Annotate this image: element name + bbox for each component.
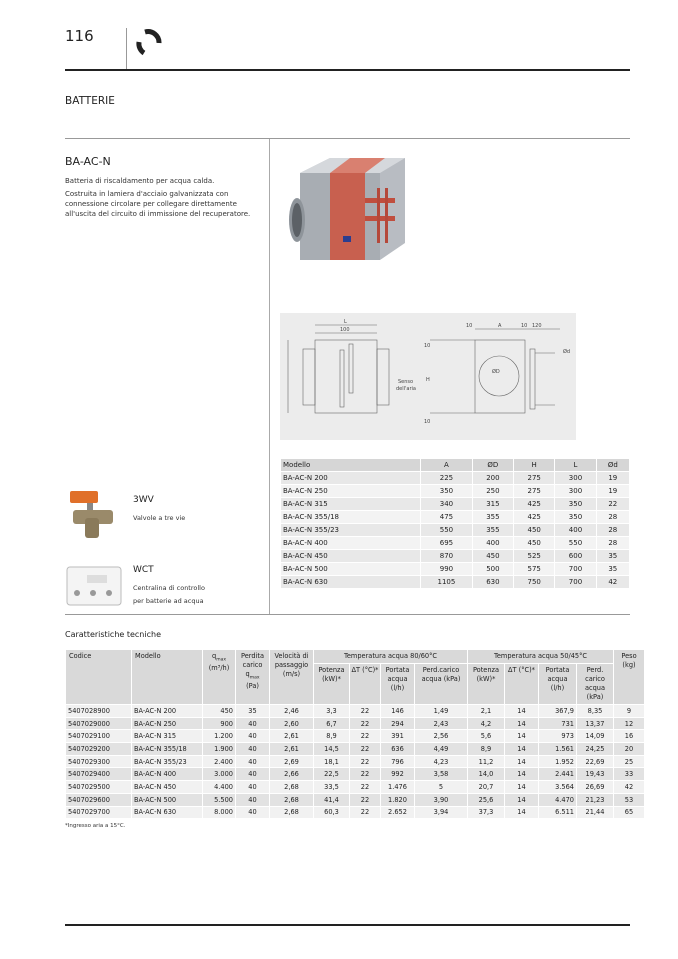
table-row bbox=[66, 781, 644, 793]
table-cell: 14,09 bbox=[577, 730, 613, 742]
table-cell: 8,9 bbox=[314, 730, 349, 742]
table-cell: 28 bbox=[597, 524, 629, 536]
table-cell: 695 bbox=[421, 537, 472, 549]
table-cell: 425 bbox=[514, 498, 554, 510]
table-cell: 35 bbox=[597, 563, 629, 575]
table-cell: 41,4 bbox=[314, 794, 349, 806]
table-cell: 5407029300 bbox=[66, 756, 131, 768]
table-cell: 24,25 bbox=[577, 743, 613, 755]
table-cell: 2,61 bbox=[270, 743, 313, 755]
table-cell: 636 bbox=[381, 743, 414, 755]
table-row bbox=[66, 718, 644, 730]
label: Velocità di passaggio bbox=[274, 652, 309, 669]
table-cell: 25,6 bbox=[468, 794, 504, 806]
product-description bbox=[65, 176, 265, 222]
table-cell: 450 bbox=[203, 705, 235, 717]
table-cell: 14 bbox=[505, 756, 538, 768]
table-cell: 6.511 bbox=[539, 807, 576, 819]
col-header: Modello bbox=[132, 650, 202, 704]
table-cell: 40 bbox=[236, 756, 269, 768]
table-cell: 550 bbox=[555, 537, 595, 549]
table-cell: 35 bbox=[236, 705, 269, 717]
table-cell: 315 bbox=[473, 498, 513, 510]
table-cell: 350 bbox=[555, 498, 595, 510]
table-cell: 19,43 bbox=[577, 768, 613, 780]
table-cell: 525 bbox=[514, 550, 554, 562]
table-row bbox=[66, 743, 644, 755]
col-header: Ød bbox=[597, 459, 629, 471]
table-cell: 1.476 bbox=[381, 781, 414, 793]
table-row bbox=[281, 511, 629, 523]
col-header: Potenza (kW)* bbox=[314, 664, 349, 704]
table-cell: 992 bbox=[381, 768, 414, 780]
table-cell: 8,9 bbox=[468, 743, 504, 755]
table-cell: 21,23 bbox=[577, 794, 613, 806]
col-header: Perd. carico acqua (kPa) bbox=[577, 664, 613, 704]
table-cell: 28 bbox=[597, 511, 629, 523]
dim-label: H bbox=[426, 377, 430, 383]
table-cell: 40 bbox=[236, 730, 269, 742]
table-cell: 750 bbox=[514, 576, 554, 588]
table-cell: 42 bbox=[614, 781, 644, 793]
table-cell: 1105 bbox=[421, 576, 472, 588]
valve-photo bbox=[65, 488, 120, 540]
table-cell: BA-AC-N 450 bbox=[281, 550, 420, 562]
accessory-description: Valvole a tre vie bbox=[133, 514, 186, 522]
table-cell: 14 bbox=[505, 705, 538, 717]
table-cell: 22,69 bbox=[577, 756, 613, 768]
table-cell: 40 bbox=[236, 781, 269, 793]
table-cell: BA-AC-N 400 bbox=[281, 537, 420, 549]
table-cell: 294 bbox=[381, 718, 414, 730]
table-row bbox=[281, 524, 629, 536]
table-cell: BA-AC-N 355/23 bbox=[281, 524, 420, 536]
group-header: Temperatura acqua 50/45°C bbox=[468, 650, 613, 663]
table-cell: 796 bbox=[381, 756, 414, 768]
table-cell: 40 bbox=[236, 794, 269, 806]
q-subscript: max bbox=[249, 675, 260, 681]
table-cell: 11,2 bbox=[468, 756, 504, 768]
table-cell: 22 bbox=[350, 743, 380, 755]
table-cell: 2.441 bbox=[539, 768, 576, 780]
accessory-description: per batterie ad acqua bbox=[133, 597, 204, 605]
table-cell: 5407029400 bbox=[66, 768, 131, 780]
divider bbox=[65, 69, 630, 71]
table-cell: 450 bbox=[514, 537, 554, 549]
table-cell: BA-AC-N 355/18 bbox=[132, 743, 202, 755]
table-cell: 3.000 bbox=[203, 768, 235, 780]
table-cell: 3,90 bbox=[415, 794, 467, 806]
table-row bbox=[66, 807, 644, 819]
table-cell: 22 bbox=[350, 768, 380, 780]
table-cell: 575 bbox=[514, 563, 554, 575]
table-cell: 4,49 bbox=[415, 743, 467, 755]
dim-label: 10 bbox=[466, 323, 473, 329]
table-cell: 1.952 bbox=[539, 756, 576, 768]
table-cell: 1.561 bbox=[539, 743, 576, 755]
label: Peso bbox=[621, 652, 637, 660]
table-cell: 3,94 bbox=[415, 807, 467, 819]
table-cell: 225 bbox=[421, 472, 472, 484]
table-cell: 20,7 bbox=[468, 781, 504, 793]
table-cell: 731 bbox=[539, 718, 576, 730]
table-cell: 9 bbox=[614, 705, 644, 717]
q-symbol: q bbox=[212, 652, 217, 660]
table-cell: 3.564 bbox=[539, 781, 576, 793]
col-header: Modello bbox=[281, 459, 420, 471]
table-cell: 350 bbox=[555, 511, 595, 523]
table-cell: 900 bbox=[203, 718, 235, 730]
table-cell: 22 bbox=[597, 498, 629, 510]
table-cell: 13,37 bbox=[577, 718, 613, 730]
table-cell: 19 bbox=[597, 472, 629, 484]
table-cell: 40 bbox=[236, 718, 269, 730]
unit: (kg) bbox=[622, 661, 636, 669]
table-cell: 2,56 bbox=[415, 730, 467, 742]
table-cell: 14,0 bbox=[468, 768, 504, 780]
table-cell: 5407029000 bbox=[66, 718, 131, 730]
table-cell: 26,69 bbox=[577, 781, 613, 793]
col-header: Codice bbox=[66, 650, 131, 704]
table-cell: 40 bbox=[236, 768, 269, 780]
table-cell: 14 bbox=[505, 718, 538, 730]
table-cell: 19 bbox=[597, 485, 629, 497]
table-row bbox=[281, 485, 629, 497]
accessory-name: WCT bbox=[133, 565, 154, 575]
table-cell: 40 bbox=[236, 743, 269, 755]
divider bbox=[65, 924, 630, 926]
table-cell: BA-AC-N 450 bbox=[132, 781, 202, 793]
table-cell: 5407029500 bbox=[66, 781, 131, 793]
dim-label: L bbox=[344, 319, 347, 325]
unit: (m/s) bbox=[282, 670, 301, 678]
table-cell: 16 bbox=[614, 730, 644, 742]
dim-label: 100 bbox=[340, 327, 350, 333]
table-cell: 340 bbox=[421, 498, 472, 510]
table-cell: 250 bbox=[473, 485, 513, 497]
table-cell: 5407029200 bbox=[66, 743, 131, 755]
table-cell: 14,5 bbox=[314, 743, 349, 755]
table-cell: 53 bbox=[614, 794, 644, 806]
col-header: ΔT (°C)* bbox=[350, 664, 380, 704]
table-cell: 300 bbox=[555, 472, 595, 484]
divider bbox=[65, 614, 630, 615]
table-cell: 14 bbox=[505, 743, 538, 755]
table-cell: 2.652 bbox=[381, 807, 414, 819]
table-cell: BA-AC-N 250 bbox=[132, 718, 202, 730]
table-cell: 22 bbox=[350, 705, 380, 717]
unit: (m³/h) bbox=[208, 664, 230, 673]
table-cell: BA-AC-N 315 bbox=[132, 730, 202, 742]
table-row bbox=[66, 768, 644, 780]
table-cell: 475 bbox=[421, 511, 472, 523]
accessory-name: 3WV bbox=[133, 495, 154, 505]
table-cell: 355 bbox=[473, 524, 513, 536]
table-cell: BA-AC-N 630 bbox=[281, 576, 420, 588]
dim-label: Ød bbox=[563, 349, 571, 355]
table-cell: 146 bbox=[381, 705, 414, 717]
table-cell: BA-AC-N 355/18 bbox=[281, 511, 420, 523]
airflow-label: dell'aria bbox=[396, 386, 416, 392]
table-cell: 22 bbox=[350, 794, 380, 806]
table-cell: 5.500 bbox=[203, 794, 235, 806]
table-cell: 5407029100 bbox=[66, 730, 131, 742]
table-cell: 14 bbox=[505, 807, 538, 819]
table-cell: 4,2 bbox=[468, 718, 504, 730]
table-cell: 35 bbox=[597, 550, 629, 562]
dim-label: ØD bbox=[492, 369, 500, 375]
table-cell: 1.900 bbox=[203, 743, 235, 755]
table-cell: 5407029600 bbox=[66, 794, 131, 806]
table-cell: 450 bbox=[473, 550, 513, 562]
table-cell: BA-AC-N 315 bbox=[281, 498, 420, 510]
page-number: 116 bbox=[65, 27, 94, 45]
table-row bbox=[281, 472, 629, 484]
col-header: Potenza (kW)* bbox=[468, 664, 504, 704]
product-photo bbox=[285, 148, 415, 273]
q-symbol: q bbox=[245, 670, 250, 678]
controller-photo bbox=[65, 565, 123, 607]
table-cell: 14 bbox=[505, 768, 538, 780]
table-cell: 8.000 bbox=[203, 807, 235, 819]
table-cell: 600 bbox=[555, 550, 595, 562]
table-row bbox=[66, 756, 644, 768]
table-cell: BA-AC-N 200 bbox=[132, 705, 202, 717]
table-cell: 21,44 bbox=[577, 807, 613, 819]
table-cell: 2,68 bbox=[270, 794, 313, 806]
footnote: *Ingresso aria a 15°C. bbox=[65, 823, 126, 829]
col-header: Portata acqua (l/h) bbox=[381, 664, 414, 704]
col-header: L bbox=[555, 459, 595, 471]
table-cell: 700 bbox=[555, 576, 595, 588]
brand-logo-icon bbox=[133, 28, 163, 58]
divider bbox=[65, 138, 630, 139]
dim-label: 120 bbox=[532, 323, 542, 329]
table-cell: 22 bbox=[350, 756, 380, 768]
table-row bbox=[281, 498, 629, 510]
dimensions-table bbox=[280, 458, 630, 589]
table-cell: 275 bbox=[514, 472, 554, 484]
table-cell: 37,3 bbox=[468, 807, 504, 819]
table-cell: 4.470 bbox=[539, 794, 576, 806]
dim-label: 10 bbox=[424, 419, 431, 425]
table-cell: 400 bbox=[555, 524, 595, 536]
col-header bbox=[236, 650, 269, 704]
table-cell: 2,66 bbox=[270, 768, 313, 780]
table-cell: 391 bbox=[381, 730, 414, 742]
table-cell: 22,5 bbox=[314, 768, 349, 780]
table-cell: 367,9 bbox=[539, 705, 576, 717]
col-header: ØD bbox=[473, 459, 513, 471]
table-cell: 990 bbox=[421, 563, 472, 575]
table-cell: 65 bbox=[614, 807, 644, 819]
table-cell: 400 bbox=[473, 537, 513, 549]
table-cell: 2,60 bbox=[270, 718, 313, 730]
table-cell: 4.400 bbox=[203, 781, 235, 793]
table-cell: 2,61 bbox=[270, 730, 313, 742]
table-cell: 2,46 bbox=[270, 705, 313, 717]
col-header: Portata acqua (l/h) bbox=[539, 664, 576, 704]
table-cell: BA-AC-N 500 bbox=[281, 563, 420, 575]
col-header bbox=[270, 650, 313, 704]
table-cell: 2,69 bbox=[270, 756, 313, 768]
table-cell: 22 bbox=[350, 781, 380, 793]
table-cell: 5,6 bbox=[468, 730, 504, 742]
table-cell: 8,35 bbox=[577, 705, 613, 717]
table-cell: 40 bbox=[236, 807, 269, 819]
table-row bbox=[281, 563, 629, 575]
table-row bbox=[281, 550, 629, 562]
q-subscript: max bbox=[216, 657, 226, 663]
table-cell: 6,7 bbox=[314, 718, 349, 730]
table-cell: 25 bbox=[614, 756, 644, 768]
airflow-label: Senso bbox=[398, 379, 414, 385]
table-cell: 14 bbox=[505, 794, 538, 806]
dimension-drawing bbox=[280, 313, 576, 440]
table-cell: 450 bbox=[514, 524, 554, 536]
table-cell: 28 bbox=[597, 537, 629, 549]
table-cell: 3,58 bbox=[415, 768, 467, 780]
tech-title: Caratteristiche tecniche bbox=[65, 630, 161, 639]
table-cell: 350 bbox=[421, 485, 472, 497]
dim-label: A bbox=[498, 323, 502, 329]
table-cell: 2,1 bbox=[468, 705, 504, 717]
section-title: BATTERIE bbox=[65, 95, 115, 107]
table-cell: 12 bbox=[614, 718, 644, 730]
table-cell: 2,68 bbox=[270, 807, 313, 819]
technical-table bbox=[65, 649, 645, 819]
table-cell: 700 bbox=[555, 563, 595, 575]
divider bbox=[126, 28, 127, 70]
col-header: H bbox=[514, 459, 554, 471]
table-cell: 300 bbox=[555, 485, 595, 497]
group-header: Temperatura acqua 80/60°C bbox=[314, 650, 467, 663]
table-cell: 2,68 bbox=[270, 781, 313, 793]
divider bbox=[269, 139, 270, 614]
table-cell: 2,43 bbox=[415, 718, 467, 730]
table-cell: 870 bbox=[421, 550, 472, 562]
table-cell: 630 bbox=[473, 576, 513, 588]
table-cell: 973 bbox=[539, 730, 576, 742]
table-cell: 14 bbox=[505, 781, 538, 793]
col-header: Perd.carico acqua (kPa) bbox=[415, 664, 467, 704]
table-cell: 5 bbox=[415, 781, 467, 793]
label: Perdita carico bbox=[240, 652, 265, 669]
table-cell: 42 bbox=[597, 576, 629, 588]
col-header bbox=[203, 650, 235, 704]
table-cell: 5407028900 bbox=[66, 705, 131, 717]
description-line: Batteria di riscaldamento per acqua calda. bbox=[65, 177, 215, 185]
col-header: ΔT (°C)* bbox=[505, 664, 538, 704]
description-line: Costruita in lamiera d'acciaio galvanizzata con connessione circolare per collegare direttamente all'uscita del circuito di immissione del recuperatore. bbox=[65, 190, 251, 218]
unit: (Pa) bbox=[246, 682, 259, 691]
table-cell: 275 bbox=[514, 485, 554, 497]
table-cell: BA-AC-N 250 bbox=[281, 485, 420, 497]
table-cell: 2.400 bbox=[203, 756, 235, 768]
table-cell: BA-AC-N 200 bbox=[281, 472, 420, 484]
table-cell: BA-AC-N 630 bbox=[132, 807, 202, 819]
table-cell: 3,3 bbox=[314, 705, 349, 717]
dim-label: 10 bbox=[521, 323, 528, 329]
table-cell: 355 bbox=[473, 511, 513, 523]
table-cell: 33,5 bbox=[314, 781, 349, 793]
table-cell: 1.820 bbox=[381, 794, 414, 806]
table-cell: BA-AC-N 355/23 bbox=[132, 756, 202, 768]
product-title: BA-AC-N bbox=[65, 155, 111, 168]
table-cell: 33 bbox=[614, 768, 644, 780]
table-cell: 200 bbox=[473, 472, 513, 484]
col-header bbox=[614, 650, 644, 704]
table-cell: BA-AC-N 400 bbox=[132, 768, 202, 780]
col-header: A bbox=[421, 459, 472, 471]
table-cell: 22 bbox=[350, 718, 380, 730]
table-cell: 1,49 bbox=[415, 705, 467, 717]
table-cell: 22 bbox=[350, 807, 380, 819]
table-row bbox=[66, 794, 644, 806]
table-cell: 18,1 bbox=[314, 756, 349, 768]
table-cell: 20 bbox=[614, 743, 644, 755]
table-cell: 500 bbox=[473, 563, 513, 575]
table-row bbox=[66, 730, 644, 742]
table-row bbox=[66, 705, 644, 717]
table-cell: 550 bbox=[421, 524, 472, 536]
table-cell: 22 bbox=[350, 730, 380, 742]
table-row bbox=[281, 576, 629, 588]
table-cell: BA-AC-N 500 bbox=[132, 794, 202, 806]
table-cell: 5407029700 bbox=[66, 807, 131, 819]
dim-label: 10 bbox=[424, 343, 431, 349]
table-cell: 4,23 bbox=[415, 756, 467, 768]
table-row bbox=[281, 537, 629, 549]
table-cell: 425 bbox=[514, 511, 554, 523]
table-cell: 1.200 bbox=[203, 730, 235, 742]
table-cell: 14 bbox=[505, 730, 538, 742]
table-cell: 60,3 bbox=[314, 807, 349, 819]
accessory-description: Centralina di controllo bbox=[133, 584, 205, 592]
